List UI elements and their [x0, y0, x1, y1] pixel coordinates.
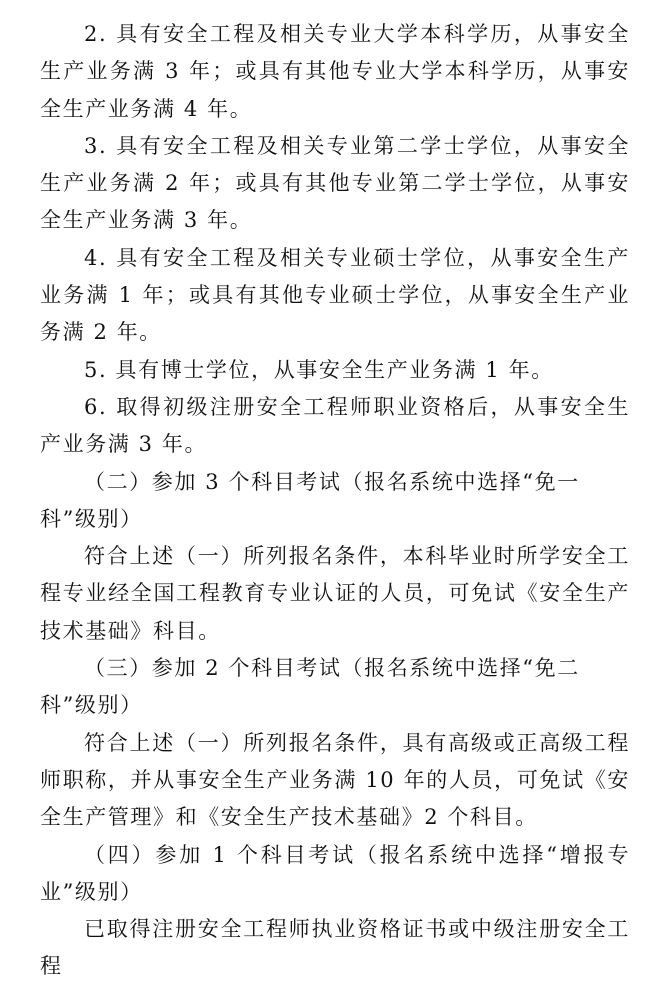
condition-item-2: 2. 具有安全工程及相关专业大学本科学历，从事安全生产业务满 3 年；或具有其他专业大学本科学历，从事安全生产业务满 4 年。	[40, 22, 630, 121]
condition-item-5: 5. 具有博士学位，从事安全生产业务满 1 年。	[84, 357, 554, 382]
document-page	[40, 16, 630, 986]
condition-item-6: 6. 取得初级注册安全工程师职业资格后，从事安全生产业务满 3 年。	[40, 394, 630, 457]
section-heading-3: （三）参加 2 个科目考试（报名系统中选择“免二科”级别）	[40, 656, 580, 718]
section-heading-4: （四）参加 1 个科目考试（报名系统中选择“增报专业”级别）	[40, 842, 630, 904]
section-body-2: 符合上述（一）所列报名条件，本科毕业时所学安全工程专业经全国工程教育专业认证的人员，可免试《安全生产技术基础》科目。	[40, 544, 630, 643]
section-heading-2: （二）参加 3 个科目考试（报名系统中选择“免一科”级别）	[40, 469, 580, 531]
condition-item-4: 4. 具有安全工程及相关专业硕士学位，从事安全生产业务满 1 年；或具有其他专业硕士学位，从事安全生产业务满 2 年。	[40, 245, 630, 345]
section-body-3: 符合上述（一）所列报名条件，具有高级或正高级工程师职称，并从事安全生产业务满 10 年的人员，可免试《安全生产管理》和《安全生产技术基础》2 个科目。	[40, 730, 630, 830]
section-body-4: 已取得注册安全工程师执业资格证书或中级注册安全工程	[40, 917, 630, 979]
condition-item-3: 3. 具有安全工程及相关专业第二学士学位，从事安全生产业务满 2 年；或具有其他专业第二学士学位，从事安全生产业务满 3 年。	[40, 133, 630, 233]
